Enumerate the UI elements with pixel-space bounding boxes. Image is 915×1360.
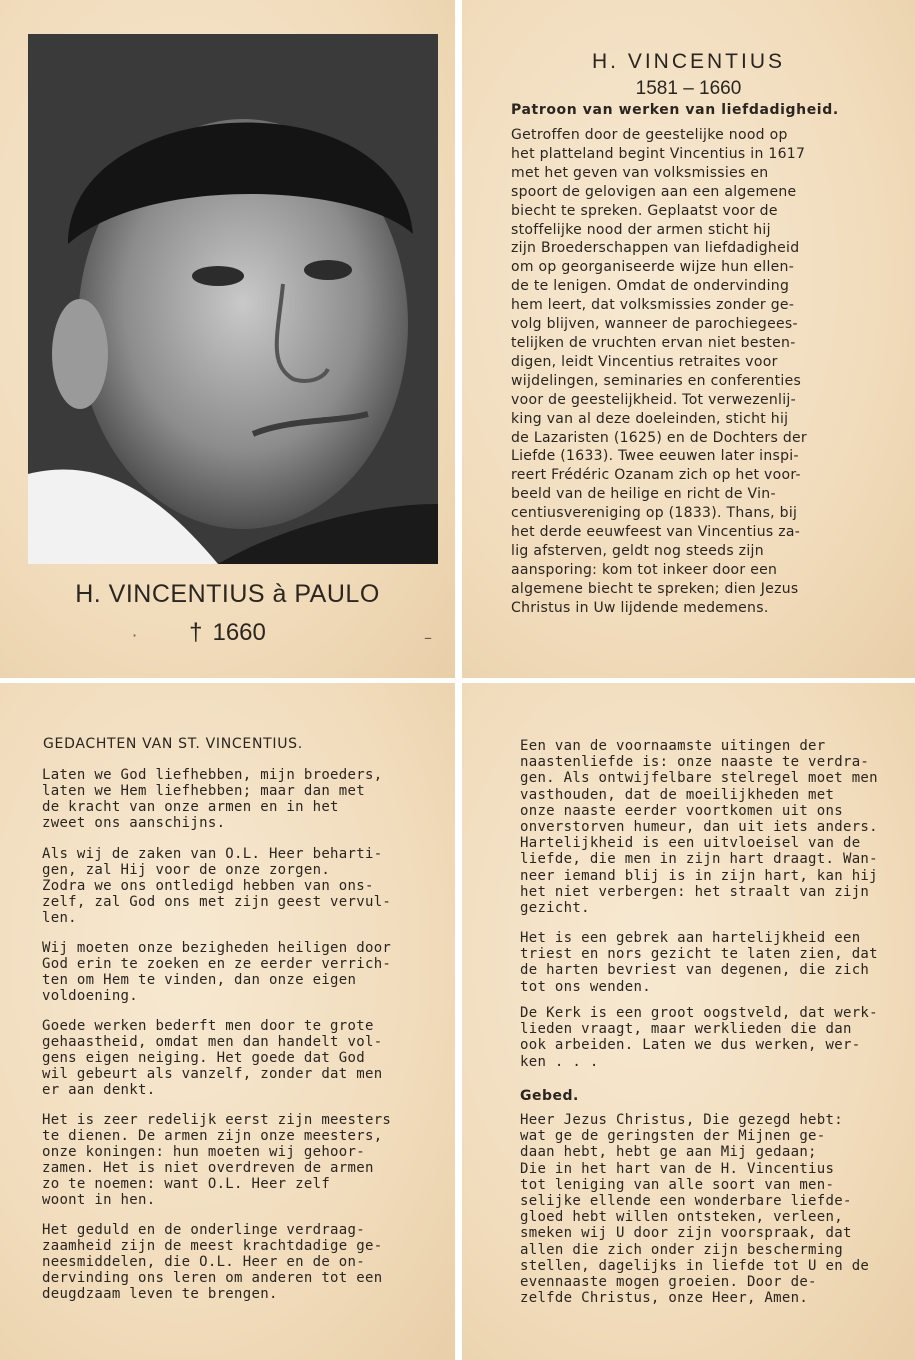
cross-icon: † xyxy=(189,619,203,646)
portrait-illustration xyxy=(28,34,438,564)
saint-name-caption: H. VINCENTIUS à PAULO xyxy=(75,580,380,608)
paper-speck: · xyxy=(132,626,138,645)
biography-text: Getroffen door de geestelijke nood op het platteland begint Vincentius in 1617 met het geven van volksmissies en spoort de gelovigen aan een algemene biecht te spreken. Geplaatst voor de stoffelijke nood der armen sticht hij zijn Broederschappen van liefdadigheid om op georganiseerde wijze hun ellen- de te lenigen. Omdat de ondervinding hem leert, dat volksmissies zonder ge- volg blijven, wanneer de parochiegees- telijken de vruchten ervan niet besten- digen, leidt Vincentius retraites voor wijdelingen, seminaries en conferenties voor de geestelijkheid. Tot verwezenlij- king van al deze doeleinden, sticht hij de Lazaristen (1625) en de Dochters der Liefde (1633). Twee eeuwen later inspi- reert Frédéric Ozanam zich op het voor- beeld van de heilige en richt de Vin- centiusvereniging op (1833). Thans, bij het derde eeuwfeest van Vincentius za- lig afsterven, geldt nog steeds zijn aansporing: kom tot inkeer door een algemene biecht te spreken; dien Jezus Christus in Uw lijdende medemens. xyxy=(511,127,807,616)
biography-subtitle: Patroon van werken van liefdadigheid. xyxy=(511,102,839,118)
thought-paragraph: Als wij de zaken van O.L. Heer beharti- gen, zal Hij voor de onze zorgen. Zodra we ons ontledigd hebben van ons- zelf, zal God ons met zijn geest vervul- len. xyxy=(42,846,392,927)
card-front-panel xyxy=(0,0,455,678)
thought-paragraph: Het geduld en de onderlinge verdraag- zaamheid zijn de meest krachtdadige ge- neesmiddelen, die O.L. Heer en de on- dervinding ons leren om anderen tot een deugdzaam leven te brengen. xyxy=(42,1222,383,1303)
portrait-photo xyxy=(28,34,438,564)
thoughts-heading: GEDACHTEN VAN ST. VINCENTIUS. xyxy=(43,736,303,752)
biography-years: 1581 – 1660 xyxy=(635,78,742,99)
thought-paragraph: Laten we God liefhebben, mijn broeders, laten we Hem liefhebben; maar dan met de kracht van onze armen en in het zweet ons aanschijns. xyxy=(42,767,383,832)
biography-title: H. VINCENTIUS xyxy=(591,50,785,73)
thought-paragraph: Het is zeer redelijk eerst zijn meesters te dienen. De armen zijn onze meesters, onze koningen: hun moeten wij gehoor- zamen. Het is niet overdreven de armen zo te noemen: want O.L. Heer zelf woont in hen. xyxy=(42,1112,392,1209)
paper-speck: – xyxy=(424,628,432,647)
death-year: 1660 xyxy=(212,619,266,646)
prayer-text: Heer Jezus Christus, Die gezegd hebt: wat ge de geringsten der Mijnen ge- daan hebt, hebt ge aan Mij gedaan; Die in het hart van de H. Vincentius tot leniging van alle soort van men- selijke ellende een wonderbare liefde- gloed hebt willen ontsteken, verleen, smeken wij U door zijn voorspraak, dat allen die zich onder zijn bescherming stellen, dagelijks in liefde tot U en de evennaaste mogen groeien. Door de- zelfde Christus, onze Heer, Amen. xyxy=(520,1112,870,1307)
thought-paragraph: Een van de voornaamste uitingen der naastenliefde is: onze naaste te verdra- gen. Als ontwijfelbare stelregel moet men vasthouden, dat de moeilijkheden met onze naaste eerder voortkomen uit ons onverstorven humeur, dan uit iets anders. Hartelijkheid is een uitvloeisel van de liefde, die men in zijn hart draagt. Wan- neer iemand blij is in zijn hart, kan hij het niet verbergen: het straalt van zijn gezicht. xyxy=(520,738,878,917)
thought-paragraph: De Kerk is een groot oogstveld, dat werk- lieden vraagt, maar werklieden die dan ook arbeiden. Laten we dus werken, wer- ken . . . xyxy=(520,1005,878,1070)
death-year-caption xyxy=(0,619,455,647)
thought-paragraph: Wij moeten onze bezigheden heiligen door God erin te zoeken en ze eerder verrich- ten om Hem te vinden, dan onze eigen voldoening. xyxy=(42,940,392,1005)
thought-paragraph: Het is een gebrek aan hartelijkheid een triest en nors gezicht te laten zien, dat de harten bevriest van degenen, die zich tot ons wenden. xyxy=(520,930,878,995)
thought-paragraph: Goede werken bederft men door te grote gehaastheid, omdat men dan handelt vol- gens eigen neiging. Het goede dat God wil gebeurt als vanzelf, zonder dat men er aan denkt. xyxy=(42,1018,383,1099)
prayer-title: Gebed. xyxy=(520,1088,579,1104)
